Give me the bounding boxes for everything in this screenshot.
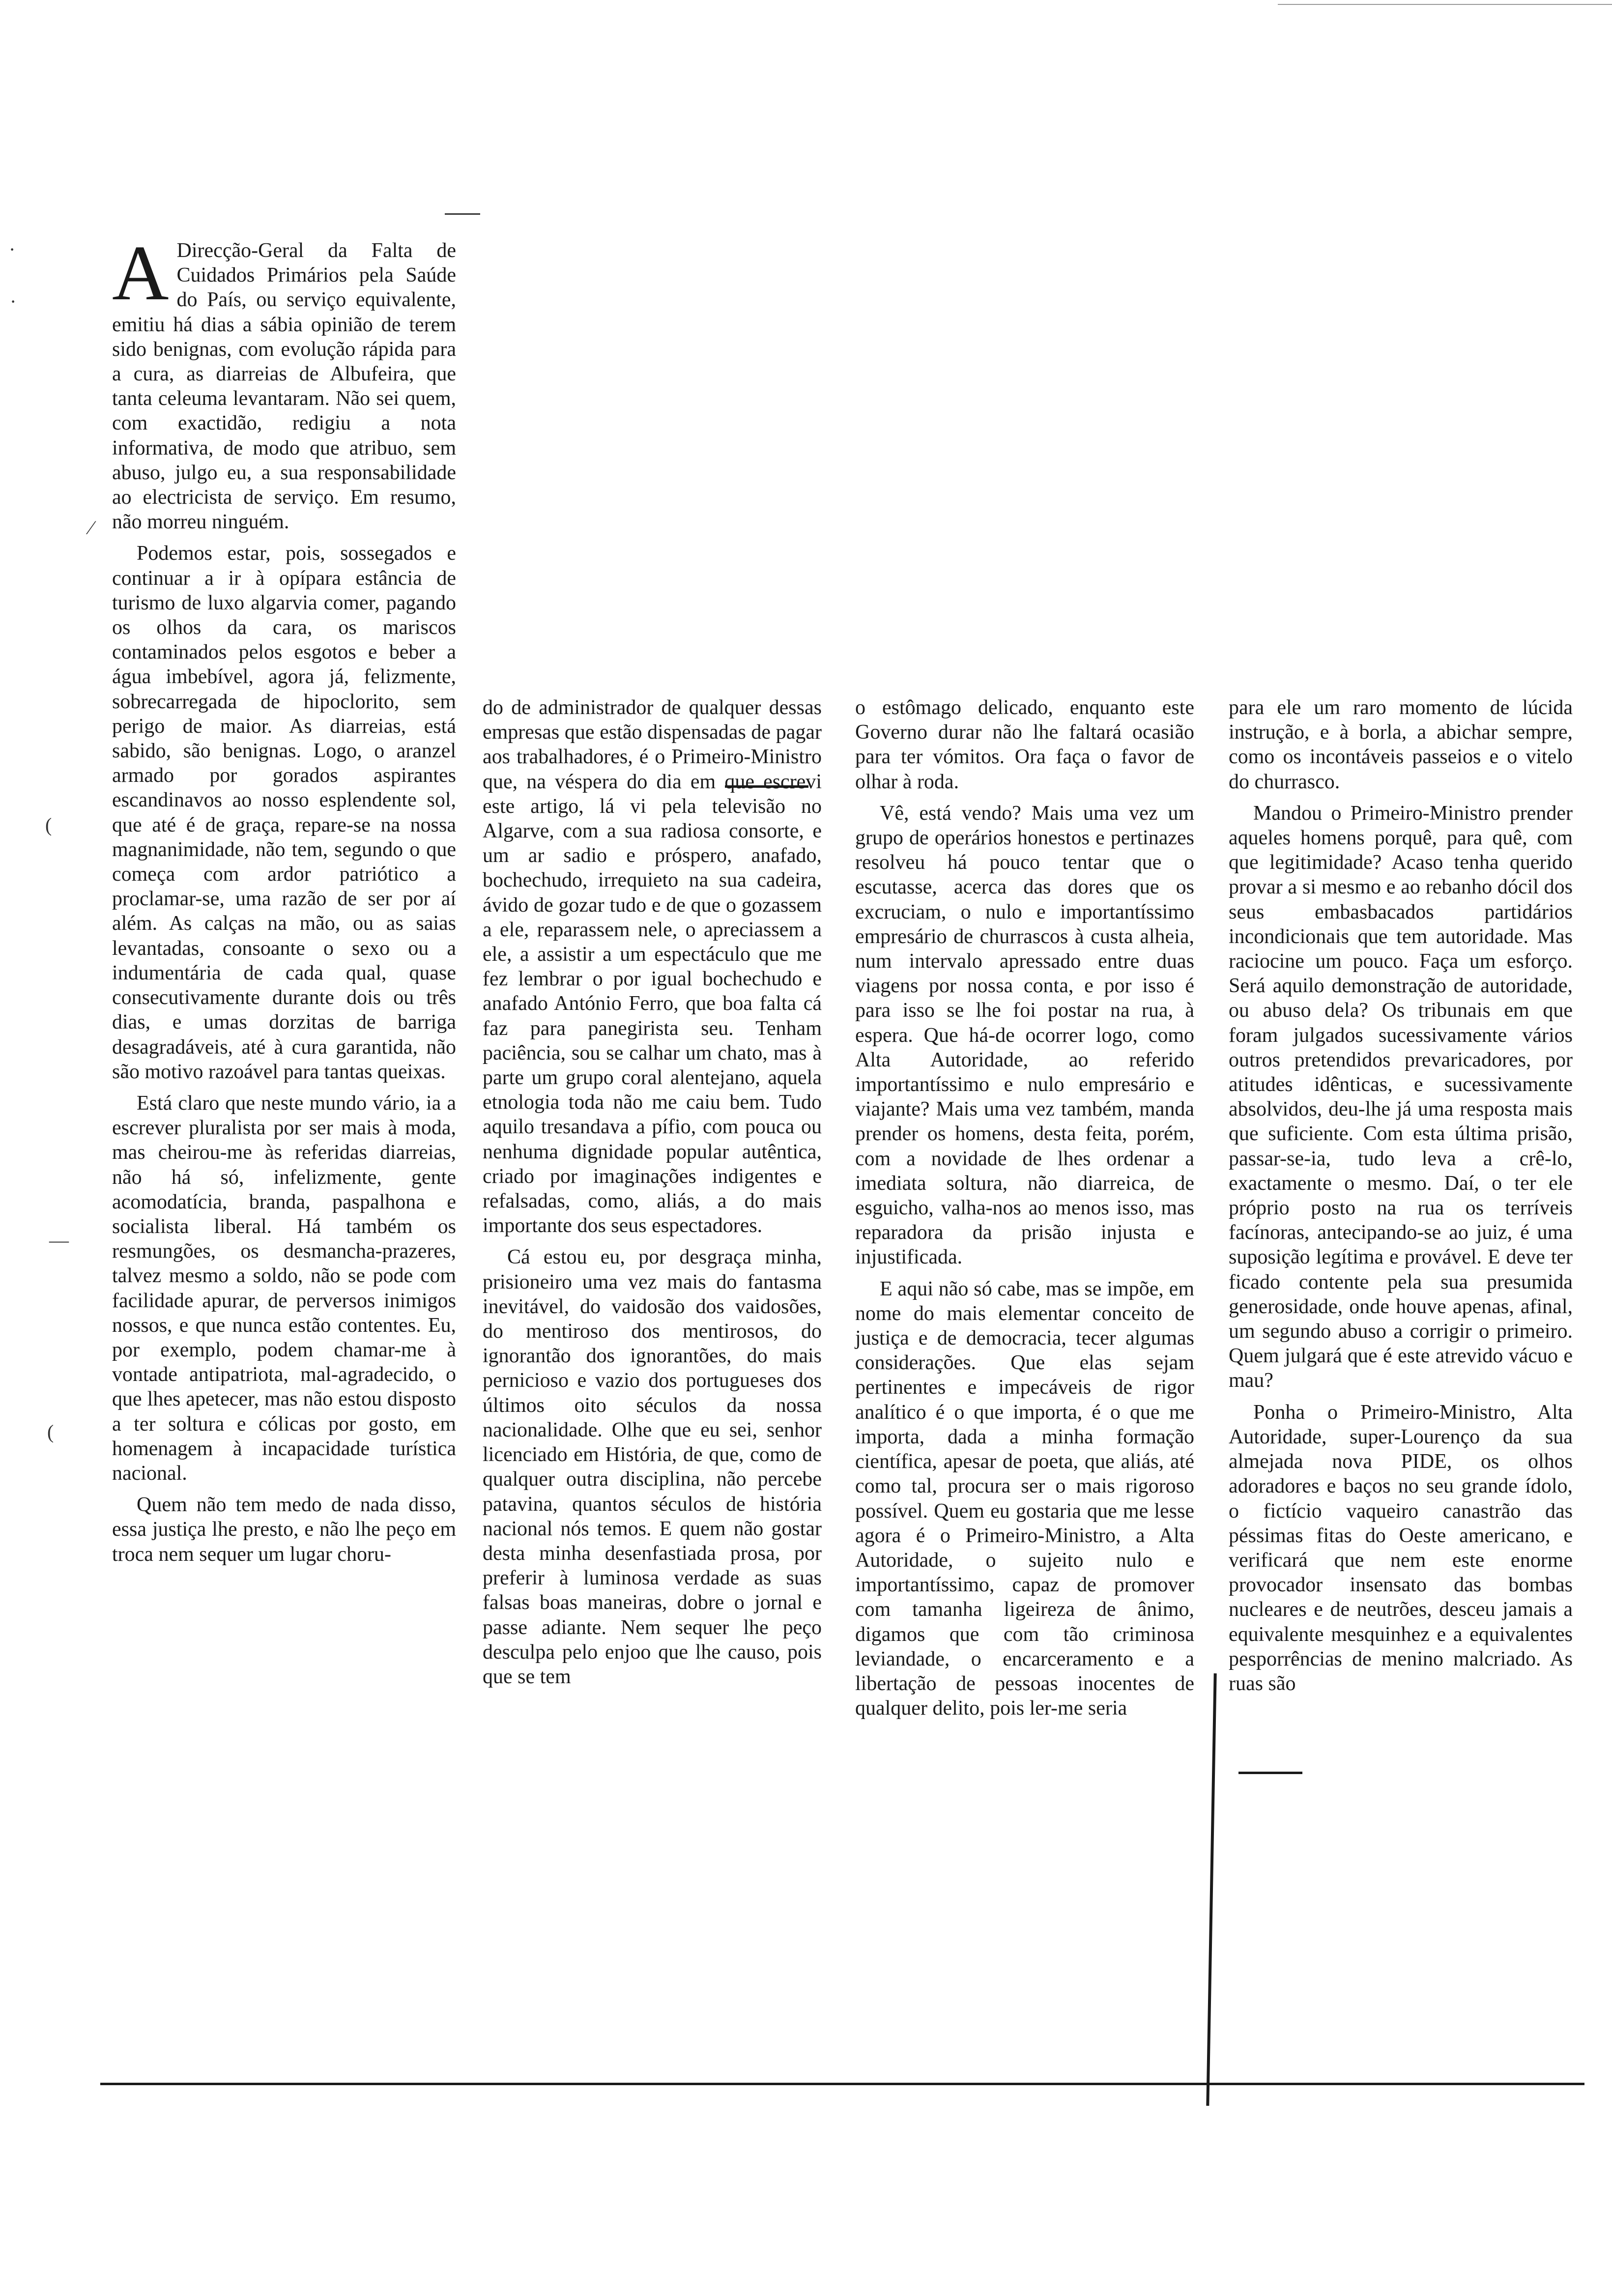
paragraph: Cá estou eu, por desgraça minha, prisioneiro uma vez mais do fantasma inevitável, do vaidosão dos vaidosões, do mentiroso dos mentirosos, do ignorantão dos ignorantões, do mais pernicioso e vazio dos portugueses dos últimos oito séculos da nossa nacionalidade. Olhe que eu sei, senhor licenciado em História, de que, como de qualquer outra disciplina, não percebe patavina, quantos séculos de história nacional nós temos. E quem não gostar desta minha desenfastiada prosa, por preferir à luminosa verdade as suas falsas boas maneiras, dobre o jornal e passe adiante. Nem sequer lhe peço desculpa pelo enjoo que lhe causo, pois que se tem [483,1246,822,1688]
bottom-rule [100,2083,1584,2085]
article-column-3 [855,695,1194,1721]
top-edge-line [1278,4,1612,5]
handwritten-margin-bar [1206,1673,1216,2106]
paragraph: E aqui não só cabe, mas se impõe, em nome do mais elementar conceito de justiça e de democracia, tecer algumas considerações. Que elas sejam pertinentes e impecáveis de rigor analítico é o que importa, é o que me importa, dada a minha formação científica, apesar de poeta, que aliás, até como tal, procura ser o mais rigoroso possível. Quem eu gostaria que me lesse agora é o Primeiro-Ministro, a Alta Autoridade, o sujeito nulo e importantíssimo, capaz de promover com tamanha ligeireza de ânimo, digamos que com tão criminosa leviandade, o encarceramento e a libertação de pessoas inocentes de qualquer delito, pois ler-me seria [855,1277,1194,1720]
margin-dash-mark: — [49,1229,69,1251]
drop-cap: A [112,229,169,316]
paragraph: do de administrador de qualquer dessas empresas que estão dispensadas de pagar aos trabalhadores, é o Primeiro-Ministro que, na véspera do dia em que escrevi este artigo, lá vi pela televisão no Algarve, com a sua radiosa consorte, e um ar sadio e próspero, anafado, bochechudo, irrequieto na sua cadeira, ávido de gozar tudo e de que o gozassem a ele, reparassem nele, o apreciassem a ele, a assistir a um espectáculo que me fez lembrar o por igual bochechudo e anafado António Ferro, que boa falta cá faz para panegirista seu. Tenham paciência, sou se calhar um chato, mas à parte um grupo coral alentejano, aquela etnologia toda não me caiu bem. Tudo aquilo tresandava a pífio, com pouca ou nenhuma dignidade popular autêntica, criado por imaginações indigentes e refalsadas, como, aliás, a do mais importante dos seus espectadores. [483,696,822,1237]
margin-tick-mark: ⁄ [89,517,93,539]
paragraph: o estômago delicado, enquanto este Governo durar não lhe faltará ocasião para ter vómitos. Ora faça o favor de olhar à roda. [855,696,1194,793]
paragraph: Quem não tem medo de nada disso, essa justiça lhe presto, e não lhe peço em troca nem sequer um lugar choru- [112,1493,456,1566]
margin-bracket-mark: ( [47,1421,54,1443]
article-column-4 [1229,695,1573,1696]
margin-dot: · [9,238,16,260]
paragraph: Ponha o Primeiro-Ministro, Alta Autoridade, super-Lourenço da sua almejada nova PIDE, os olhos adoradores e baços no seu grande ídolo, o fictício vaqueiro canastrão das péssimas fitas do Oeste americano, e verificará que nem este enorme provocador insensato das bombas nucleares e de neutrões, desceu jamais a equivalente mesquinhez e a equivalentes pesporrências de menino malcriado. As ruas são [1229,1401,1573,1695]
handwritten-underline [1238,1772,1302,1774]
handwritten-underline [725,785,808,788]
article-column-2 [483,695,822,1689]
paragraph: para ele um raro momento de lúcida instrução, e à borla, a abichar sempre, como os incontáveis passeios e o vitelo do churrasco. [1229,696,1573,793]
header-dash [445,213,480,215]
paragraph: Mandou o Primeiro-Ministro prender aqueles homens porquê, para quê, com que legitimidade? Acaso tenha querido provar a si mesmo e ao rebanho dócil dos seus embasbacados partidários incondicionais que tem autoridade. Mas raciocine um pouco. Faça um esforço. Será aquilo demonstração de autoridade, ou abuso dela? Os tribunais em que foram julgados sucessivamente vários outros pretendidos prevaricadores, por atitudes idênticas, e sucessivamente absolvidos, deu-lhe já uma resposta mais que suficiente. Com esta última prisão, passar-se-ia, tudo leva a crê-lo, exactamente o mesmo. Daí, o ter ele próprio posto na rua os terríveis facínoras, antecipando-se ao juiz, é uma suposição legítima e provável. E deve ter ficado contente pela sua presumida generosidade, onde houve apenas, afinal, um segundo abuso a corrigir o primeiro. Quem julgará que é este atrevido vácuo e mau? [1229,802,1573,1392]
paragraph: Está claro que neste mundo vário, ia a escrever pluralista por ser mais à moda, mas cheirou-me às referidas diarreias, não há só, infelizmente, gente acomodatícia, branda, paspalhona e socialista liberal. Há também os resmungões, os desmancha-prazeres, talvez mesmo a soldo, não se pode com facilidade apurar, de perversos inimigos nossos, e que nunca estão contentes. Eu, por exemplo, podem chamar-me à vontade antipatriota, mal-agradecido, o que lhes apetecer, mas não estou disposto a ter soltura e cólicas por gosto, em homenagem à incapacidade turística nacional. [112,1091,456,1485]
paragraph [112,229,456,534]
paragraph-text: Direcção-Geral da Falta de Cuidados Primários pela Saúde do País, ou serviço equivalente, emitiu há dias a sábia opinião de terem sido benignas, com evolução rápida para a cura, as diarreias de Albufeira, que tanta celeuma levantaram. Não sei quem, com exactidão, redigiu a nota informativa, de modo que atribuo, sem abuso, julgo eu, a sua responsabilidade ao electricista de serviço. Em resumo, não morreu ninguém. [112,239,456,534]
paragraph: Vê, está vendo? Mais uma vez um grupo de operários honestos e pertinazes resolveu há pouco tentar que o escutasse, acerca das dores que os excruciam, o nulo e importantíssimo empresário de churrascos à custa alheia, num intervalo apressado entre duas viagens por nossa conta, e por isso é para isso se lhe foi postar na rua, à espera. Que há-de ocorrer logo, como Alta Autoridade, ao referido importantíssimo e nulo empresário e viajante? Mais uma vez também, manda prender os homens, desta feita, porém, com a novidade de lhes ordenar a imediata soltura, não diarreica, de esguicho, valha-nos ao menos isso, mas reparadora da prisão injusta e injustificada. [855,802,1194,1269]
margin-bracket-mark: ( [45,814,52,836]
margin-dot: · [10,290,17,313]
paragraph: Podemos estar, pois, sossegados e continuar a ir à opípara estância de turismo de luxo algarvia comer, pagando os olhos da cara, os mariscos contaminados pelos esgotos e beber a água imbebível, agora já, felizmente, sobrecarregada de hipoclorito, sem perigo de maior. As diarreias, está sabido, são benignas. Logo, o aranzel armado por gorados aspirantes escandinavos ao nosso esplendente sol, que até é de graça, repare-se na nossa magnanimidade, não tem, segundo o que começa com ardor patriótico a proclamar-se, uma razão de ser por aí além. As calças na mão, ou as saias levantadas, consoante o sexo ou a indumentária de cada qual, quase consecutivamente durante dois ou três dias, e umas dorzitas de barriga desagradáveis, até à cura garantida, não são motivo razoável para tantas queixas. [112,542,456,1083]
article-column-1 [112,229,456,1567]
